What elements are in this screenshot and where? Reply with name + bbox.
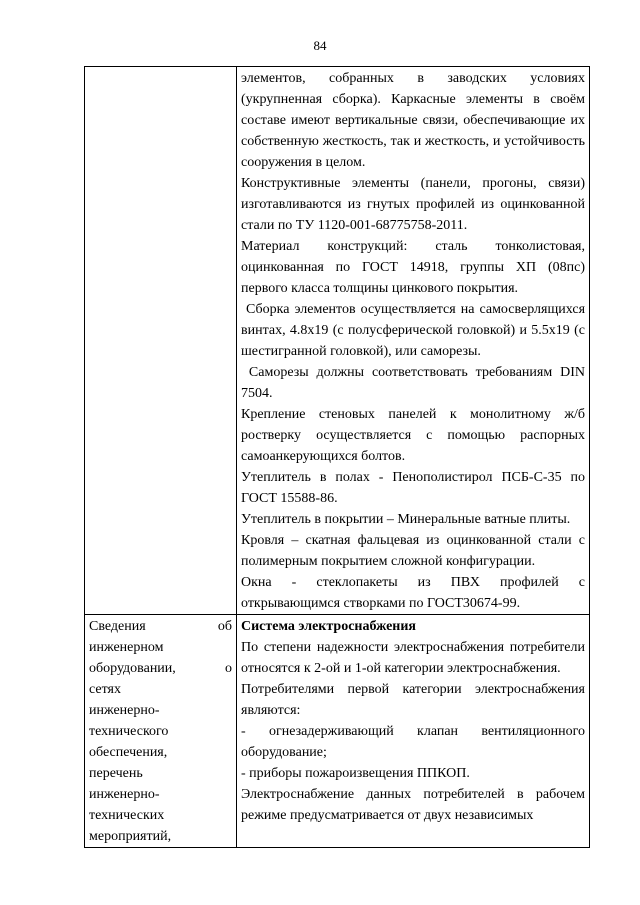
- left-line: инженерно-: [89, 703, 160, 718]
- left-line: инженерно-: [89, 787, 160, 802]
- paragraph: элементов, собранных в заводских условиях (укрупненная сборка). Каркасные элементы в своём составе имеют вертикальные связи, обеспечивающие их собственную жесткость, так и жесткость, и устойчивость сооружения в целом.: [241, 71, 585, 170]
- row1-left-cell: [85, 67, 237, 615]
- paragraph: - огнезадерживающий клапан вентиляционного оборудование;: [241, 724, 585, 760]
- paragraph: Потребителями первой категории электроснабжения являются:: [241, 682, 585, 718]
- row2-left-cell: [85, 615, 237, 848]
- paragraph: Утеплитель в полах - Пенополистирол ПСБ-С-35 по ГОСТ 15588-86.: [241, 470, 585, 506]
- paragraph: Кровля – скатная фальцевая из оцинкованной стали с полимерным покрытием сложной конфигурации.: [241, 533, 585, 569]
- left-line: технического: [89, 724, 169, 739]
- paragraph: Крепление стеновых панелей к монолитному ж/б ростверку осуществляется с помощью распорных самоанкерующихся болтов.: [241, 407, 585, 464]
- left-line: сетях: [89, 682, 121, 697]
- left-line: перечень: [89, 766, 143, 781]
- document-table: [84, 66, 590, 848]
- paragraph: - приборы пожароизвещения ППКОП.: [241, 766, 470, 781]
- row1-right-cell: [237, 67, 590, 615]
- left-line: технических: [89, 808, 165, 823]
- page-number: 84: [313, 38, 327, 53]
- paragraph: Саморезы должны соответствовать требованиям DIN 7504.: [241, 365, 589, 401]
- paragraph: Утеплитель в покрытии – Минеральные ватные плиты.: [241, 512, 571, 527]
- left-line: оборудовании, о: [89, 661, 232, 676]
- paragraph: Конструктивные элементы (панели, прогоны, связи) изготавливаются из гнутых профилей из оцинкованной стали по ТУ 1120-001-68775758-2011.: [241, 176, 585, 233]
- left-line: инженерном: [89, 640, 164, 655]
- paragraph: По степени надежности электроснабжения потребители относятся к 2-ой и 1-ой категории электроснабжения.: [241, 640, 585, 676]
- row2-right-cell: [237, 615, 590, 848]
- paragraph: Окна - стеклопакеты из ПВХ профилей с открывающимся створками по ГОСТ30674-99.: [241, 575, 585, 611]
- table-row: [85, 67, 590, 615]
- left-line: Сведения об: [89, 619, 232, 634]
- left-line: мероприятий,: [89, 829, 172, 844]
- left-line: обеспечения,: [89, 745, 168, 760]
- paragraph: Материал конструкций: сталь тонколистовая, оцинкованная по ГОСТ 14918, группы ХП (08пс) первого класса толщины цинкового покрытия.: [241, 239, 585, 296]
- paragraph: Сборка элементов осуществляется на самосверлящихся винтах, 4.8х19 (с полусферической головкой) и 5.5х19 (с шестигранной головкой), или саморезы.: [241, 302, 589, 359]
- section-heading: Система электроснабжения: [241, 619, 417, 634]
- table-row: [85, 615, 590, 848]
- paragraph: Электроснабжение данных потребителей в рабочем режиме предусматривается от двух независимых: [241, 787, 585, 823]
